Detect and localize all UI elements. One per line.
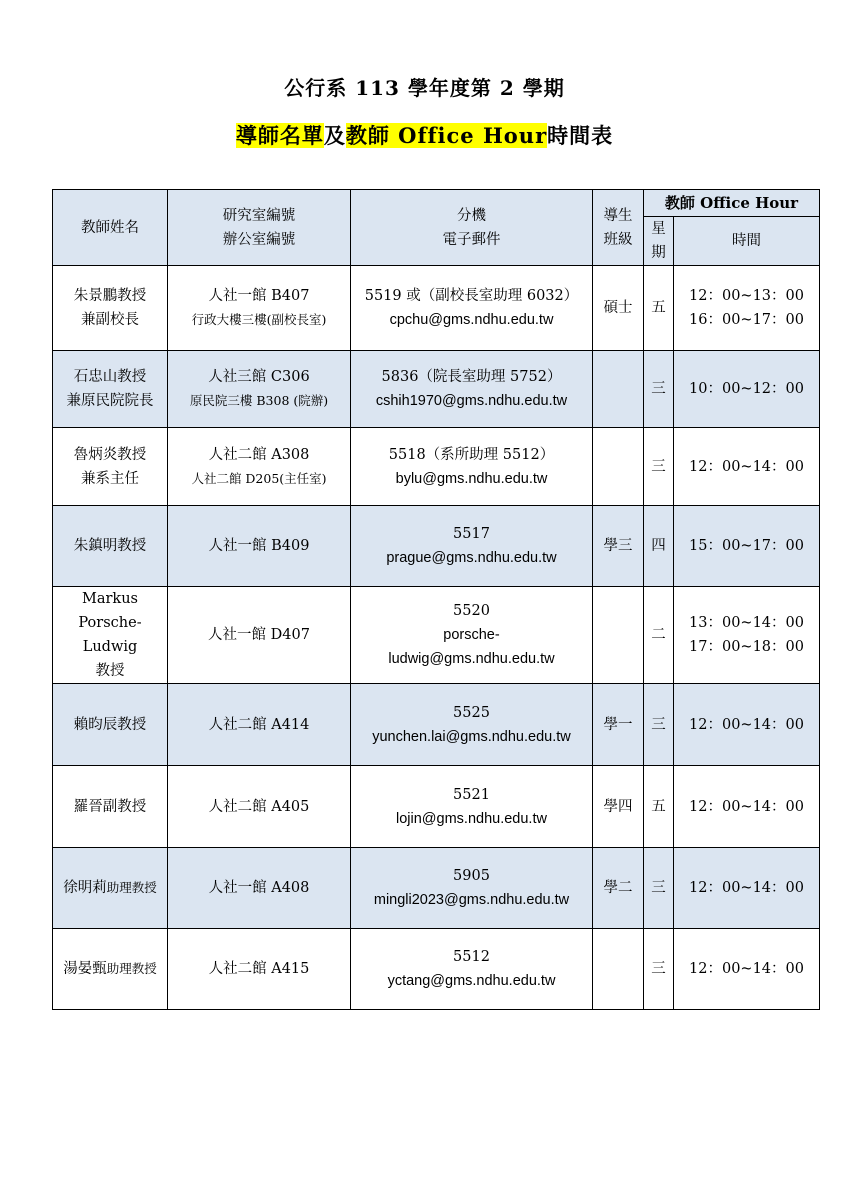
subtitle-highlight-3: 教師 Office Hour (345, 123, 548, 148)
weekday: 三 (644, 848, 674, 929)
extension-email: 5836（院長室助理 5752） cshih1970@gms.ndhu.edu.tw (351, 351, 593, 428)
teacher-name: Markus Porsche-Ludwig 教授 (53, 587, 168, 684)
time: 12：00~14：00 (674, 848, 820, 929)
class (593, 351, 644, 428)
table-row (53, 929, 820, 1010)
room: 人社二館 A405 (168, 766, 351, 848)
time: 12：00~14：00 (674, 428, 820, 506)
teacher-name: 羅晉副教授 (53, 766, 168, 848)
class: 學二 (593, 848, 644, 929)
time: 13：00~14：00 17：00~18：00 (674, 587, 820, 684)
room: 人社二館 A308 人社二館 D205(主任室) (168, 428, 351, 506)
class (593, 929, 644, 1010)
table-row (53, 684, 820, 766)
time: 12：00~13：00 16：00~17：00 (674, 266, 820, 351)
page-subtitle (0, 120, 849, 150)
header-office-hour: 教師 Office Hour (644, 190, 820, 217)
class: 碩士 (593, 266, 644, 351)
header-weekday: 星 期 (644, 217, 674, 266)
room: 人社二館 A414 (168, 684, 351, 766)
time: 12：00~14：00 (674, 766, 820, 848)
room: 人社一館 A408 (168, 848, 351, 929)
table-row (53, 428, 820, 506)
teacher-name: 朱景鵬教授 兼副校長 (53, 266, 168, 351)
subtitle-highlight-1: 導師名單 (235, 123, 324, 148)
extension-email: 5521 lojin@gms.ndhu.edu.tw (351, 766, 593, 848)
room: 人社一館 D407 (168, 587, 351, 684)
table-row (53, 506, 820, 587)
weekday: 三 (644, 428, 674, 506)
extension-email: 5517 prague@gms.ndhu.edu.tw (351, 506, 593, 587)
class: 學四 (593, 766, 644, 848)
teacher-name: 徐明莉助理教授 (53, 848, 168, 929)
class (593, 428, 644, 506)
table-row (53, 766, 820, 848)
weekday: 五 (644, 266, 674, 351)
teacher-name: 賴昀辰教授 (53, 684, 168, 766)
teacher-name: 湯晏甄助理教授 (53, 929, 168, 1010)
table-row (53, 848, 820, 929)
room: 人社一館 B409 (168, 506, 351, 587)
extension-email: 5512 yctang@gms.ndhu.edu.tw (351, 929, 593, 1010)
weekday: 三 (644, 351, 674, 428)
page-title: 公行系 113 學年度第 2 學期 (284, 76, 565, 100)
extension-email: 5519 或（副校長室助理 6032） cpchu@gms.ndhu.edu.tw (351, 266, 593, 351)
extension-email: 5518（系所助理 5512） bylu@gms.ndhu.edu.tw (351, 428, 593, 506)
teacher-name: 石忠山教授 兼原民院院長 (53, 351, 168, 428)
header-class: 導生 班級 (593, 190, 644, 266)
table-row (53, 587, 820, 684)
weekday: 三 (644, 929, 674, 1010)
class (593, 587, 644, 684)
header-extension-email: 分機 電子郵件 (351, 190, 593, 266)
extension-email: 5905 mingli2023@gms.ndhu.edu.tw (351, 848, 593, 929)
time: 10：00~12：00 (674, 351, 820, 428)
extension-email: 5525 yunchen.lai@gms.ndhu.edu.tw (351, 684, 593, 766)
weekday: 四 (644, 506, 674, 587)
subtitle-text-2: 及 (323, 123, 346, 148)
teacher-name: 魯炳炎教授 兼系主任 (53, 428, 168, 506)
header-room: 研究室編號 辦公室編號 (168, 190, 351, 266)
subtitle-text-4: 時間表 (547, 123, 614, 148)
class: 學一 (593, 684, 644, 766)
table-row (53, 351, 820, 428)
office-hour-table (52, 189, 820, 1010)
weekday: 五 (644, 766, 674, 848)
table-row (53, 266, 820, 351)
room: 人社二館 A415 (168, 929, 351, 1010)
teacher-name: 朱鎮明教授 (53, 506, 168, 587)
room: 人社三館 C306 原民院三樓 B308 (院辦) (168, 351, 351, 428)
time: 12：00~14：00 (674, 684, 820, 766)
room: 人社一館 B407 行政大樓三樓(副校長室) (168, 266, 351, 351)
class: 學三 (593, 506, 644, 587)
header-time: 時間 (674, 217, 820, 266)
extension-email: 5520 porsche- ludwig@gms.ndhu.edu.tw (351, 587, 593, 684)
weekday: 三 (644, 684, 674, 766)
weekday: 二 (644, 587, 674, 684)
time: 12：00~14：00 (674, 929, 820, 1010)
header-teacher-name: 教師姓名 (53, 190, 168, 266)
time: 15：00~17：00 (674, 506, 820, 587)
